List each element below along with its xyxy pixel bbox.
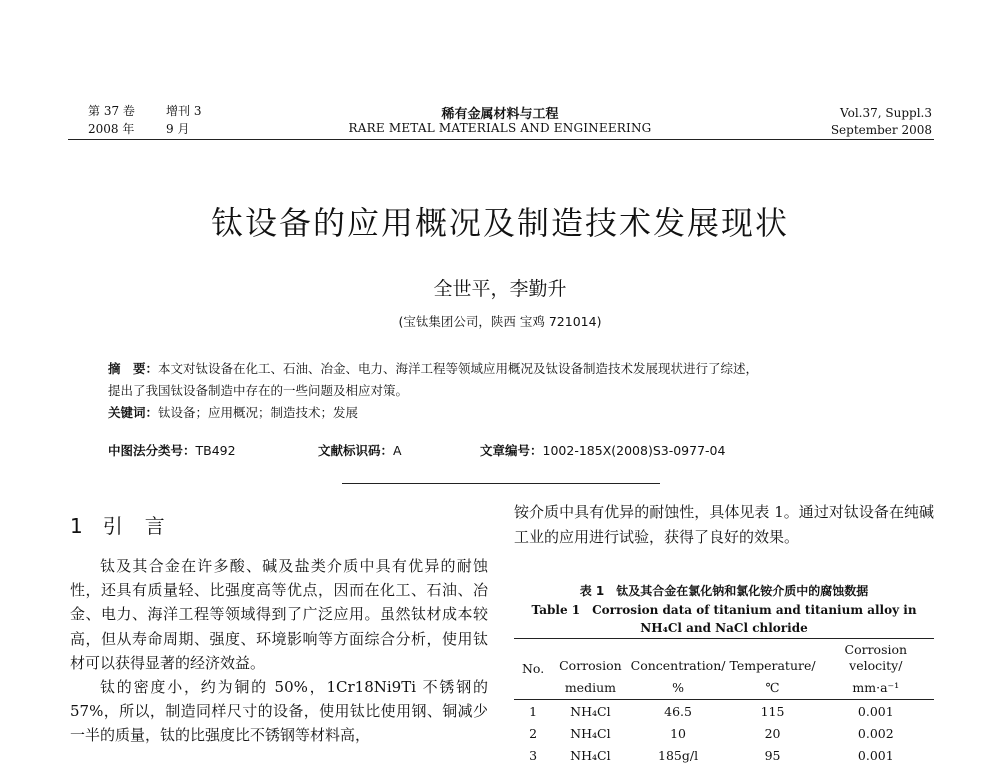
cell-conc: 46.5 [664,703,692,719]
table-caption-en-line-1: Table 1 Corrosion data of titanium and titanium alloy in [531,603,917,617]
intro-paragraph-1: 钛及其合金在许多酸、碱及盐类介质中具有优异的耐蚀性，还具有质量轻、比强度高等优点，因而在化工、石油、冶金、电力、海洋工程等领域得到了广泛应用。虽然钛材成本较高，但从寿命周期、强度、环境影响等方面综合分析，使用钛材可以获得显著的经济效益。 [70,557,488,672]
table-row [514,744,934,766]
section-title-char-2: 言 [144,514,165,538]
clc-value: TB492 [195,443,236,458]
header-conc-top: Concentration/ [629,639,728,678]
doc-label: 文献标识码： [318,443,394,458]
cell-vel: 0.002 [857,725,894,741]
cell-vel: 0.001 [857,703,894,719]
section-heading [70,510,165,539]
cell-conc: 185g/l [658,747,699,763]
cell-no: 1 [529,703,538,719]
corrosion-data-table [514,638,934,766]
year-cn: 2008 年 [88,122,135,136]
table-row [514,722,934,744]
article-label: 文章编号： [480,443,543,458]
volume-en: Vol.37, Suppl.3 [840,106,932,120]
right-column [514,500,934,550]
supplement-cn: 增刊 3 [166,104,202,118]
intro-paragraph-2: 钛的密度小，约为铜的 50%，1Cr18Ni9Ti 不锈钢的 57%，所以，制造同样尺寸的设备，使用钛比使用钢、铜减少一半的质量，钛的比强度比不锈钢等材料高， [70,678,488,745]
table-caption-en [514,601,934,637]
header-vel-bottom: mm·a⁻¹ [818,677,934,700]
header-vel-top: Corrosion velocity/ [818,639,934,678]
keywords-label: 关键词： [108,405,159,420]
article-number [480,441,725,459]
journal-name-cn: 稀有金属材料与工程 [441,107,559,122]
cell-medium: NH₄Cl [570,703,611,719]
header-medium-bottom: medium [552,677,628,700]
cell-medium: NH₄Cl [570,725,611,741]
right-paragraph: 铵介质中具有优异的耐蚀性，具体见表 1。通过对钛设备在纯碱工业的应用进行试验，获得了良好的效果。 [514,503,934,546]
table-row [514,700,934,723]
section-title-char-1: 引 [102,514,123,538]
document-code [318,441,402,459]
cell-no: 2 [529,725,538,741]
header-conc-bottom: % [629,677,728,700]
cell-no: 3 [529,747,538,763]
cell-medium: NH₄Cl [570,747,611,763]
clc-label: 中图法分类号： [108,443,196,458]
left-column [70,554,488,748]
abstract-line-1: 本文对钛设备在化工、石油、冶金、电力、海洋工程等领域应用概况及钛设备制造技术发展现状进行了综述， [158,361,759,376]
journal-name-en: RARE METAL MATERIALS AND ENGINEERING [348,121,652,135]
cell-temp: 20 [764,725,781,741]
header-temp-top: Temperature/ [727,639,817,678]
header-no: No. [514,639,552,700]
cell-vel: 0.001 [857,747,894,763]
section-divider [342,483,660,484]
abstract-line-2: 提出了我国钛设备制造中存在的一些问题及相应对策。 [108,383,409,398]
header-rule [68,139,934,140]
month-cn: 9 月 [166,122,190,136]
abstract [108,358,938,424]
table-caption-en-line-2: NH₄Cl and NaCl chloride [640,621,808,635]
paper-title: 钛设备的应用概况及制造技术发展现状 [210,204,789,242]
table-caption-cn: 表 1 钛及其合金在氯化钠和氯化铵介质中的腐蚀数据 [579,584,869,598]
clc-number [108,441,236,459]
authors: 全世平，李勤升 [433,278,567,300]
date-en: September 2008 [830,123,932,137]
cell-temp: 115 [760,703,785,719]
cell-temp: 95 [764,747,781,763]
affiliation: (宝钛集团公司，陕西 宝鸡 721014) [398,314,602,329]
header-medium-top: Corrosion [552,639,628,678]
keywords-value: 钛设备；应用概况；制造技术；发展 [158,405,359,420]
volume-cn: 第 37 卷 [88,104,135,118]
doc-value: A [393,443,402,458]
section-number: 1 [70,514,83,538]
abstract-label: 摘 要： [108,361,159,376]
header-temp-bottom: ℃ [727,677,817,700]
cell-conc: 10 [670,725,686,741]
article-value: 1002-185X(2008)S3-0977-04 [542,443,726,458]
